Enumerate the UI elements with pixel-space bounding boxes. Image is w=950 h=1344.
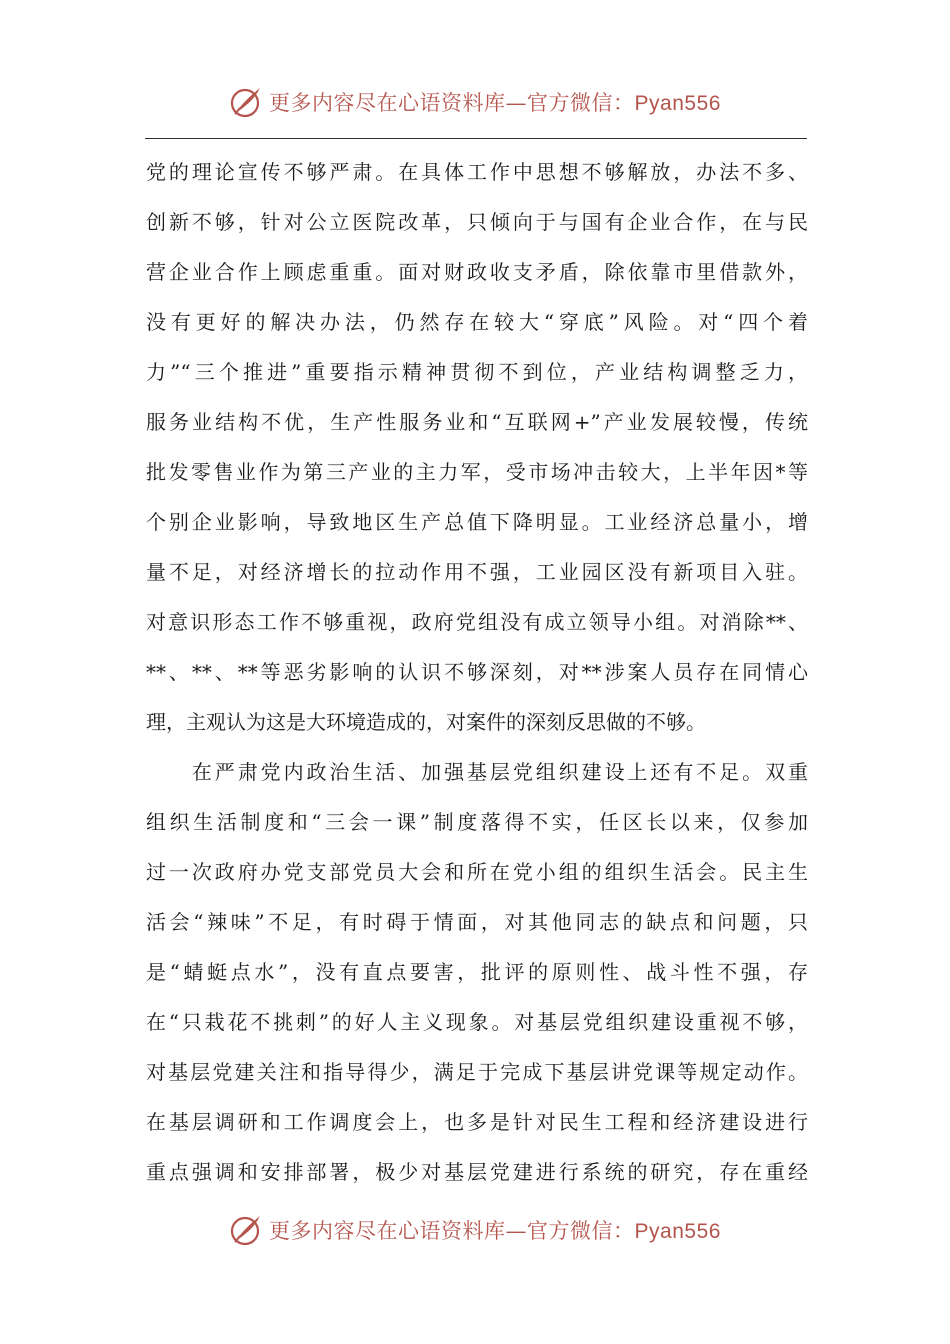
text-line: 组织生活制度和“三会一课”制度落得不实，任区长以来，仅参加 [146, 810, 808, 834]
text-line: 是“蜻蜓点水”，没有直点要害，批评的原则性、战斗性不强，存 [146, 960, 808, 984]
header-banner [0, 80, 950, 124]
document-body [146, 147, 808, 1197]
paragraph-1 [146, 147, 808, 747]
text-line: 没有更好的解决办法，仍然存在较大“穿底”风险。对“四个着 [146, 310, 808, 334]
paragraph-2 [146, 747, 808, 1197]
text-line: 重点强调和安排部署，极少对基层党建进行系统的研究，存在重经 [146, 1160, 808, 1184]
text-line: 服务业结构不优，生产性服务业和“互联网+”产业发展较慢，传统 [146, 410, 808, 434]
text-line: 批发零售业作为第三产业的主力军，受市场冲击较大，上半年因*等 [146, 460, 808, 484]
header-divider [145, 138, 807, 139]
text-line: 对意识形态工作不够重视，政府党组没有成立领导小组。对消除**、 [146, 610, 808, 634]
wechat-id: Pyan556 [634, 92, 721, 115]
quill-pen-logo-icon [229, 1213, 263, 1247]
text-line: **、**、**等恶劣影响的认识不够深刻，对**涉案人员存在同情心 [146, 660, 808, 684]
banner-text [269, 87, 721, 117]
banner-label: 更多内容尽在心语资料库—官方微信： [269, 91, 635, 115]
text-line: 力”“三个推进”重要指示精神贯彻不到位，产业结构调整乏力， [146, 360, 808, 384]
wechat-id: Pyan556 [634, 1220, 721, 1243]
quill-pen-logo-icon [229, 85, 263, 119]
text-line: 理，主观认为这是大环境造成的，对案件的深刻反思做的不够。 [146, 710, 706, 734]
text-line: 在“只栽花不挑刺”的好人主义现象。对基层党组织建设重视不够， [146, 1010, 808, 1034]
text-line: 在严肃党内政治生活、加强基层党组织建设上还有不足。双重 [146, 760, 808, 784]
text-line: 党的理论宣传不够严肃。在具体工作中思想不够解放，办法不多、 [146, 160, 808, 184]
text-line: 营企业合作上顾虑重重。面对财政收支矛盾，除依靠市里借款外， [146, 260, 808, 284]
text-line: 个别企业影响，导致地区生产总值下降明显。工业经济总量小，增 [146, 510, 808, 534]
text-line: 对基层党建关注和指导得少，满足于完成下基层讲党课等规定动作。 [146, 1060, 808, 1084]
text-line: 过一次政府办党支部党员大会和所在党小组的组织生活会。民主生 [146, 860, 808, 884]
text-line: 在基层调研和工作调度会上，也多是针对民生工程和经济建设进行 [146, 1110, 808, 1134]
banner-text [269, 1215, 721, 1245]
text-line: 创新不够，针对公立医院改革，只倾向于与国有企业合作，在与民 [146, 210, 808, 234]
text-line: 活会“辣味”不足，有时碍于情面，对其他同志的缺点和问题，只 [146, 910, 808, 934]
banner-label: 更多内容尽在心语资料库—官方微信： [269, 1219, 635, 1243]
footer-banner [0, 1208, 950, 1252]
text-line: 量不足，对经济增长的拉动作用不强，工业园区没有新项目入驻。 [146, 560, 808, 584]
